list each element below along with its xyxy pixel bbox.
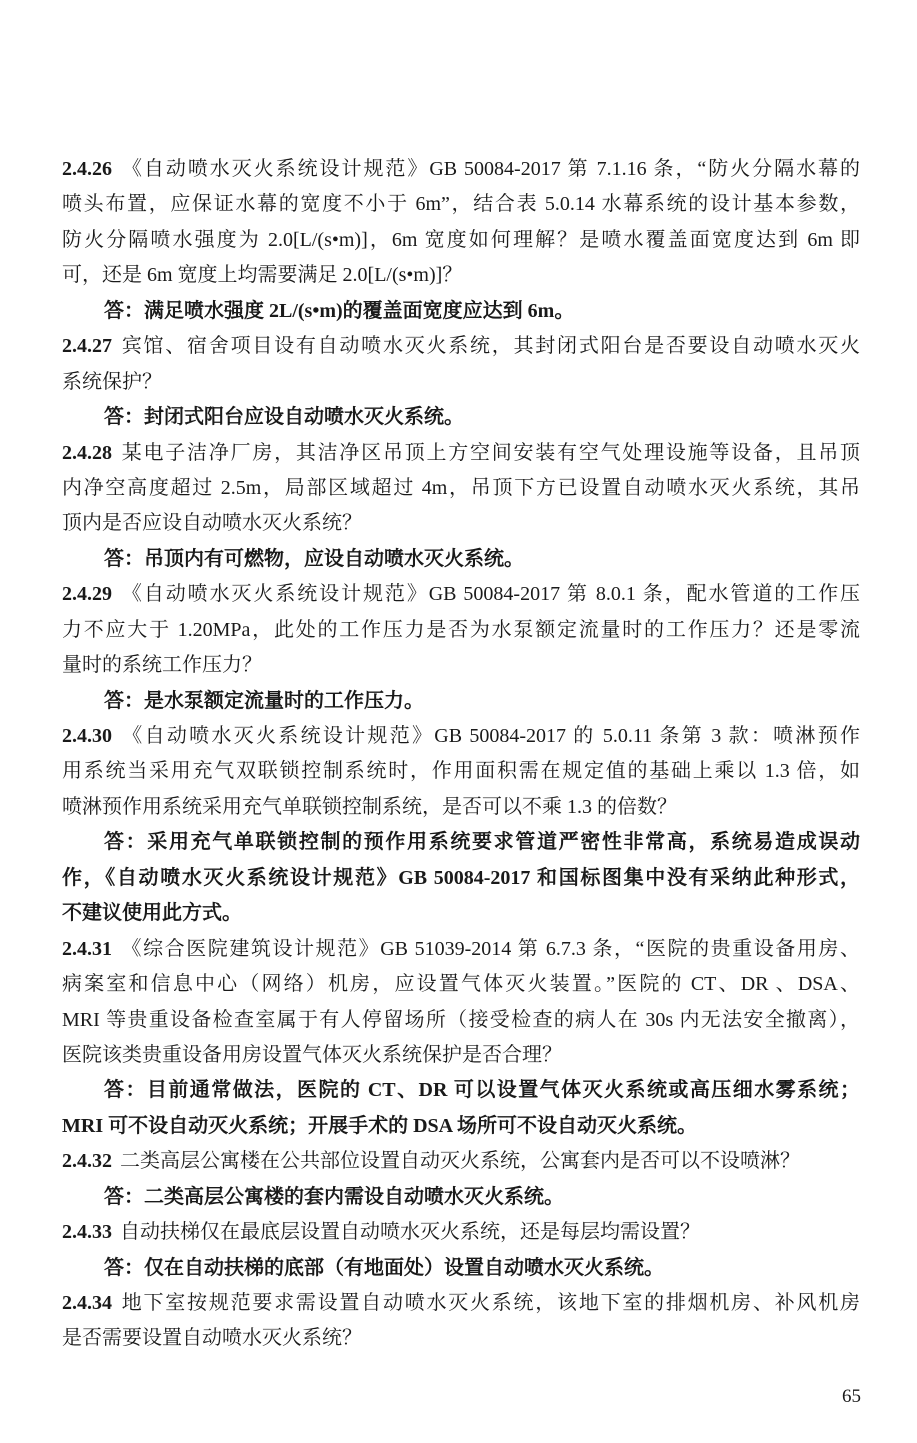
question-line [62, 1003, 860, 1038]
answer-line: 答：目前通常做法，医院的 CT、DR 可以设置气体灭火系统或高压细水雾系统； [104, 1079, 860, 1102]
answer-line: 答：满足喷水强度 2L/(s•m)的覆盖面宽度应达到 6m。 [104, 299, 575, 322]
question-line [62, 223, 860, 258]
question-text: 某电子洁净厂房，其洁净区吊顶上方空间安装有空气处理设施等设备，且吊顶 [120, 441, 860, 464]
answer-line: 答：二类高层公寓楼的套内需设自动喷水灭火系统。 [104, 1185, 564, 1208]
question-text: 自动扶梯仅在最底层设置自动喷水灭火系统，还是每层均需设置？ [120, 1221, 700, 1244]
question-text: 用系统当采用充气双联锁控制系统时，作用面积需在规定值的基础上乘以 1.3 倍，如 [62, 760, 860, 783]
qa-item-2-4-27 [62, 329, 860, 435]
question-text: 内净空高度超过 2.5m，局部区域超过 4m，吊顶下方已设置自动喷水灭火系统，其吊 [62, 476, 860, 499]
question-text: 顶内是否应设自动喷水灭火系统？ [62, 512, 362, 535]
question-line [62, 754, 860, 789]
question-line [62, 365, 860, 400]
question-text: 医院该类贵重设备用房设置气体灭火系统保护是否合理？ [62, 1043, 562, 1066]
question-text: 二类高层公寓楼在公共部位设置自动灭火系统，公寓套内是否可以不设喷淋？ [120, 1150, 800, 1173]
question-text: 是否需要设置自动喷水灭火系统？ [62, 1327, 362, 1350]
question-line [62, 1144, 860, 1179]
qa-item-2-4-26 [62, 152, 860, 329]
question-line [62, 967, 860, 1002]
question-text: 喷淋预作用系统采用充气单联锁控制系统，是否可以不乘 1.3 的倍数？ [62, 795, 677, 818]
question-line [62, 329, 860, 364]
question-line [62, 648, 860, 683]
question-line [62, 1215, 860, 1250]
question-text: 宾馆、宿舍项目设有自动喷水灭火系统，其封闭式阳台是否要设自动喷水灭火 [120, 335, 860, 358]
question-text: 防火分隔喷水强度为 2.0[L/(s•m)]，6m 宽度如何理解？是喷水覆盖面宽度达到 6m 即 [62, 228, 860, 251]
question-line [62, 1038, 860, 1073]
question-line [62, 506, 860, 541]
question-line [62, 577, 860, 612]
question-line [62, 258, 860, 293]
question-number: 2.4.27 [62, 335, 112, 358]
question-text: 《综合医院建筑设计规范》GB 51039-2014 第 6.7.3 条，“医院的贵重设备用房、 [120, 937, 860, 960]
question-line [62, 719, 860, 754]
question-number: 2.4.33 [62, 1221, 112, 1244]
question-line [62, 790, 860, 825]
question-text: 系统保护？ [62, 370, 162, 393]
qa-item-2-4-31 [62, 932, 860, 1145]
question-line [62, 1321, 860, 1356]
question-text: 《自动喷水灭火系统设计规范》GB 50084-2017 的 5.0.11 条第 3 款：喷淋预作 [120, 725, 860, 747]
question-number: 2.4.28 [62, 441, 112, 464]
answer-line: 答：封闭式阳台应设自动喷水灭火系统。 [104, 406, 464, 429]
question-text: 喷头布置，应保证水幕的宽度不小于 6m”，结合表 5.0.14 水幕系统的设计基本参数， [62, 193, 860, 216]
question-line [62, 187, 860, 222]
question-line [62, 1286, 860, 1321]
qa-item-2-4-29 [62, 577, 860, 719]
answer-line: MRI 可不设自动灭火系统；开展手术的 DSA 场所可不设自动灭火系统。 [62, 1114, 698, 1137]
question-number: 2.4.29 [62, 583, 112, 606]
question-text: MRI 等贵重设备检查室属于有人停留场所（接受检查的病人在 30s 内无法安全撤离）， [62, 1008, 860, 1031]
question-line [62, 932, 860, 967]
question-number: 2.4.32 [62, 1150, 112, 1173]
answer-line: 答：吊顶内有可燃物，应设自动喷水灭火系统。 [104, 547, 524, 570]
question-line [62, 471, 860, 506]
question-text: 地下室按规范要求需设置自动喷水灭火系统，该地下室的排烟机房、补风机房 [120, 1292, 860, 1314]
question-line [62, 613, 860, 648]
qa-item-2-4-34 [62, 1286, 860, 1357]
question-text: 《自动喷水灭火系统设计规范》GB 50084-2017 第 7.1.16 条，“防火分隔水幕的 [120, 158, 860, 180]
question-number: 2.4.26 [62, 158, 112, 180]
question-number: 2.4.34 [62, 1292, 112, 1314]
question-text: 量时的系统工作压力？ [62, 654, 262, 677]
qa-item-2-4-28 [62, 436, 860, 578]
page-number: 65 [842, 1386, 861, 1407]
question-line [62, 436, 860, 471]
qa-item-2-4-33 [62, 1215, 860, 1286]
question-number: 2.4.30 [62, 725, 112, 747]
question-text: 力不应大于 1.20MPa，此处的工作压力是否为水泵额定流量时的工作压力？还是零流 [62, 618, 860, 641]
question-text: 可，还是 6m 宽度上均需要满足 2.0[L/(s•m)]？ [62, 264, 463, 287]
answer-line: 作，《自动喷水灭火系统设计规范》GB 50084-2017 和国标图集中没有采纳此种形式， [62, 866, 860, 889]
question-line [62, 152, 860, 187]
answer-line: 答：仅在自动扶梯的底部（有地面处）设置自动喷水灭火系统。 [104, 1256, 664, 1279]
answer-line: 不建议使用此方式。 [62, 902, 242, 925]
question-number: 2.4.31 [62, 937, 112, 960]
question-text: 病案室和信息中心（网络）机房，应设置气体灭火装置。”医院的 CT、DR 、DSA、 [62, 973, 860, 996]
qa-item-2-4-32 [62, 1144, 860, 1215]
qa-item-2-4-30 [62, 719, 860, 932]
document-body [62, 152, 860, 1357]
answer-line: 答：是水泵额定流量时的工作压力。 [104, 689, 424, 712]
question-text: 《自动喷水灭火系统设计规范》GB 50084-2017 第 8.0.1 条，配水管道的工作压 [120, 583, 860, 606]
answer-line: 答：采用充气单联锁控制的预作用系统要求管道严密性非常高，系统易造成误动 [104, 831, 860, 854]
